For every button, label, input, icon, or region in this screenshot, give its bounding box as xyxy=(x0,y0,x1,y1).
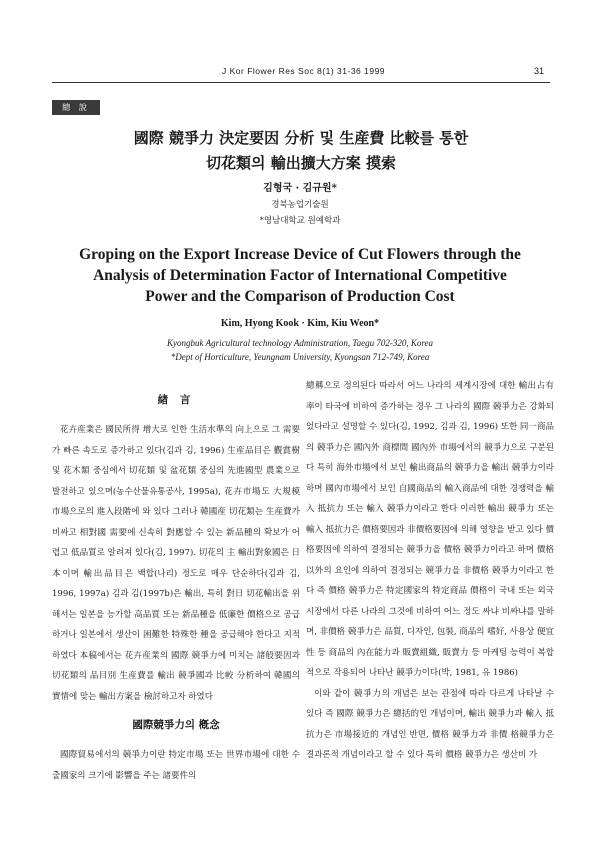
right-column xyxy=(306,376,554,766)
english-affiliations xyxy=(0,336,600,364)
korean-title-line: 切花類의 輸出擴大方案 摸索 xyxy=(206,154,396,172)
english-title-line: Analysis of Determination Factor of International Competitive xyxy=(93,267,507,284)
korean-authors: 김형국 · 김규원* xyxy=(263,183,337,194)
english-title xyxy=(40,244,560,307)
english-affiliation: *Dept of Horticulture, Yeungnam University, Kyongsan 712-749, Korea xyxy=(170,352,430,362)
section-heading-concept: 國際競爭力의 槪念 xyxy=(132,719,220,731)
header-rule xyxy=(52,82,550,83)
korean-affiliations xyxy=(0,197,600,229)
body-paragraph: 總稱으로 정의된다 따라서 어느 나라의 세계시장에 대한 輸出占有率이 타국에 비하여 증가하는 경우 그 나라의 國際 競爭力은 강화되었다라고 설명할 수 있다(김, 1992, 김과 김, 1996) 또한 同一商品의 競爭力은 國內外 商標間 國內外 市場에서의 競爭力으로 구분된다 특히 海外市場에서 보인 輸出商品의 競爭力을 輸出 競爭力이라 하며 國內市場에서 보인 自國商品의 輸入商品에 대한 경쟁력을 輸入 抵抗力 또는 輸入 競爭力이라고 한다 이러한 輸出 競爭力 또는 輸入 抵抗力은 價格要因과 非價格要因에 의해 영향을 받고 있다 價格要因에 의하여 결정되는 競爭力을 價格 競爭力이라고 하며 價格 以外의 요인에 의하여 결정되는 競爭力을 非價格 競爭力이라고 한다 즉 價格 競爭力은 特定國家의 特定商品 價格이 국내 또는 외국시장에서 다른 나라의 그것에 비하여 어느 정도 싸냐 비싸냐를 말하며, 非價格 競爭力은 品質, 디자인, 包裝, 商品의 嗜好, 사용상 便宜性 등 商品의 內在能力과 販賣組織, 販賣力 등 마케팅 능력이 복합적으로 작용되어 나타난 競爭力이다(박, 1981, 유 1986) xyxy=(306,381,554,678)
left-column xyxy=(52,392,300,786)
english-title-line: Groping on the Export Increase Device of Cut Flowers through the xyxy=(79,246,521,263)
english-affiliation: Kyongbuk Agricultural technology Administration, Taegu 702-320, Korea xyxy=(167,338,433,348)
korean-title xyxy=(52,126,550,176)
journal-citation: J Kor Flower Res Soc 8(1) 31-36 1999 xyxy=(222,66,386,76)
section-heading-introduction: 緖 言 xyxy=(157,394,195,406)
body-paragraph: 이와 같이 競爭力의 개념은 보는 관점에 따라 다르게 나타날 수 있다 즉 國際 競爭力은 總括的인 개념이며, 輸出 競爭力과 輸入 抵抗力은 市場接近的 개념인 반면, 價格 競爭力과 非價 格競爭力은 결과론적 개념이라고 할 수 있다 특히 價格 競爭力은 생산비 가 xyxy=(306,688,554,760)
korean-title-line: 國際 競爭力 決定要因 分析 및 生産費 比較를 통한 xyxy=(133,129,469,147)
running-header xyxy=(0,66,600,80)
english-title-line: Power and the Comparison of Production Cost xyxy=(145,288,455,305)
article-type-badge: 總 說 xyxy=(52,100,100,115)
page-number: 31 xyxy=(533,66,544,76)
korean-affiliation: 경북농업기술원 xyxy=(271,200,329,210)
english-authors: Kim, Hyong Kook · Kim, Kiu Weon* xyxy=(220,318,380,329)
concept-paragraph: 國際貿易에서의 競爭力이란 特定市場 또는 世界市場에 대한 수출國家의 크기에 影響을 주는 諸要件의 xyxy=(52,750,300,781)
introduction-paragraph: 花卉産業은 國民所得 增大로 인한 生活水準의 向上으로 그 需要가 빠른 속도로 증가하고 있다(김과 김, 1996) 生産品目은 觀賞樹 및 花木類 중심에서 切花類 및 盆花類 중심의 先進國型 農業으로 발전하고 있으며(농수산물유통공사, 1995a), 花卉市場도 大規模 市場으로의 進入段階에 와 있다 그러나 韓國産 切花類는 生産費가 비싸고 相對國 需要에 신속히 對應할 수 있는 新品種의 확보가 어렵고 低品質로 알려져 있다(김, 1997). 切花의 主 輸出對象國은 日本이며 輸出品目은 백합(나리) 정도로 매우 단순하다(김과 김, 1996, 1997a) 김과 김(1997b)은 輸出, 특히 對日 切花輸出을 위해서는 일본을 능가할 高品質 또는 新品種을 低廉한 價格으로 공급하거나 일본에서 생산이 困難한 特殊한 種을 공급해야 한다고 지적하였다 本稿에서는 花卉産業의 國際 競爭力에 미치는 諸般要因과 切花類의 品目別 生産費를 輸出 競爭國과 比較 分析하여 韓國의 實情에 맞는 輸出方案을 檢討하고자 하였다 xyxy=(52,425,300,702)
korean-affiliation: *영남대학교 원예학과 xyxy=(259,216,341,226)
